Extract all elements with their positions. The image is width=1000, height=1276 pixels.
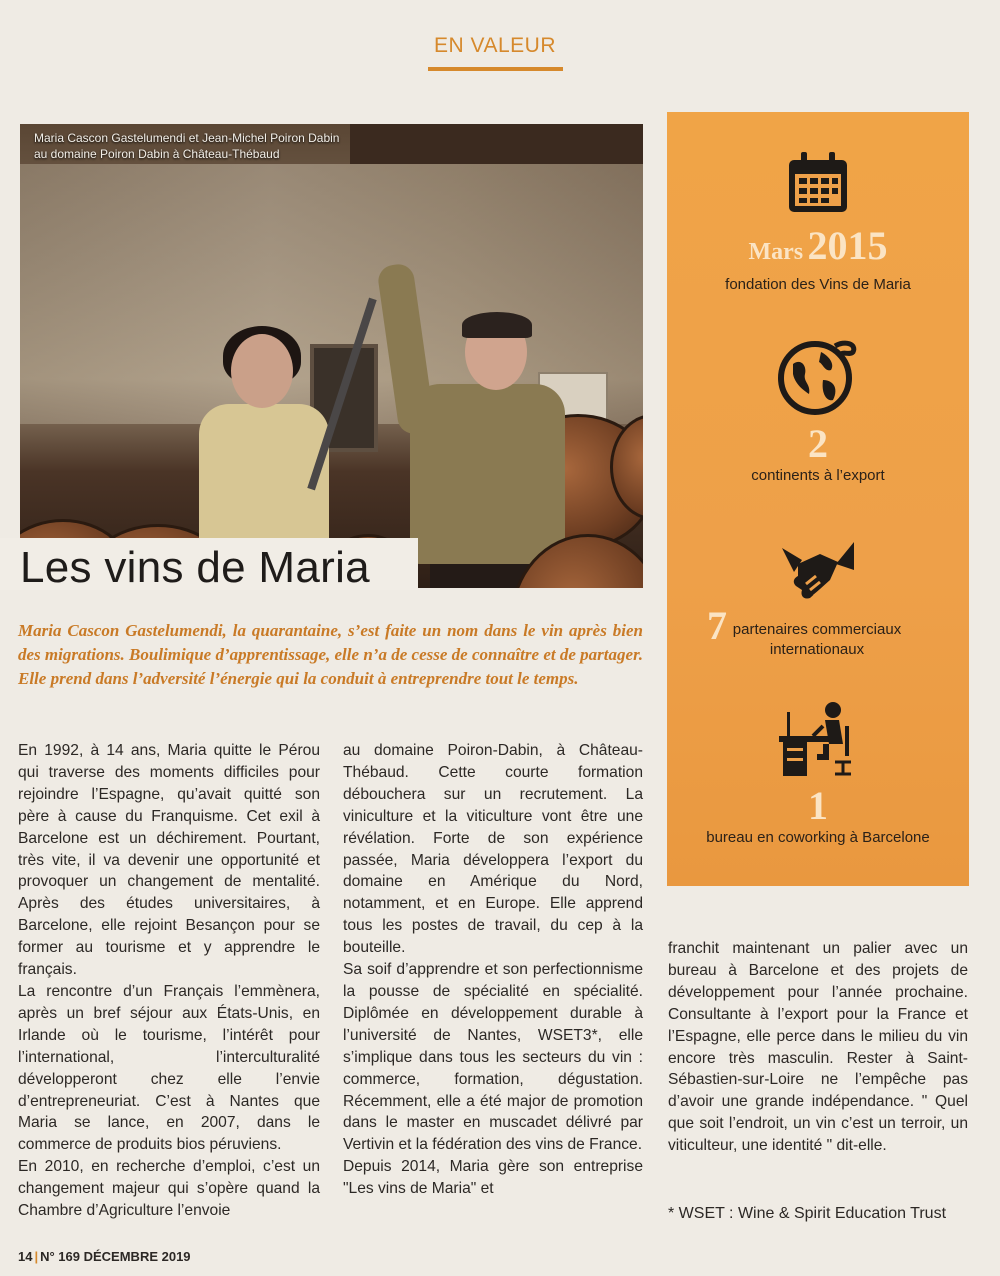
stat-office-value: 1 <box>808 783 828 828</box>
article-column-1 <box>18 740 320 1222</box>
article-lead: Maria Cascon Gastelumendi, la quarantaine, s’est faite un nom dans le vin après bien des migrations. Boulimique d’apprentissage, elle n’a de cesse de connaître et de partager. Elle prend dans l’adversité l’énergie qui la conduit à entreprendre tout le temps. <box>18 621 643 688</box>
key-figures-sidebar <box>667 112 969 886</box>
stat-continents-value: 2 <box>808 421 828 466</box>
article-photo <box>20 124 643 588</box>
stat-office-label: bureau en coworking à Barcelone <box>706 829 930 846</box>
page-number: 14 <box>18 1249 33 1264</box>
calendar-icon <box>785 150 851 216</box>
stat-partners <box>667 540 969 660</box>
stat-founding-label: fondation des Vins de Maria <box>725 276 911 293</box>
article-column-3 <box>668 938 968 1157</box>
paragraph: En 2010, en recherche d’emploi, c’est un changement majeur qui s’opère quand la Chambre d’Agriculture l’envoie <box>18 1158 320 1220</box>
stat-founding-month: Mars <box>748 239 804 265</box>
stat-partners-label: partenaires commerciaux internationaux <box>732 621 902 658</box>
paragraph: En 1992, à 14 ans, Maria quitte le Pérou qui traverse des moments difficiles pour rejoindre l’Espagne, qu’avait quitté son père à cause du Franquisme. Cet exil à Barcelone est un déchirement. Pourtant, très vite, il va devenir une opportunité et provoquer un changement de mentalité. Après des études universitaires, à Barcelone, elle rejoint Besançon pour se former au tourisme et y apprendre le français. <box>18 742 320 979</box>
photo-caption: Maria Cascon Gastelumendi et Jean-Michel Poiron Dabin au domaine Poiron Dabin à Château-Thébaud <box>34 131 340 161</box>
article-title: Les vins de Maria <box>20 543 370 592</box>
stat-office <box>667 698 969 848</box>
article-column-2 <box>343 740 643 1200</box>
stat-partners-value: 7 <box>707 603 727 648</box>
stat-founding <box>667 150 969 295</box>
section-rule <box>428 67 563 71</box>
paragraph: au domaine Poiron-Dabin, à Château-Thébaud. Cette courte formation débouchera sur un recrutement. La viniculture et la viticulture vont être une révélation. Forte de son expérience passée, Maria développera l’export du domaine en Amérique du Nord, notamment, et en Europe. Elle apprend tous les postes de travail, du cep à la bouteille. <box>343 742 643 957</box>
section-tag: EN VALEUR <box>434 34 556 57</box>
handshake-icon <box>780 540 856 604</box>
paragraph: Sa soif d’apprendre et son perfectionnisme la pousse de spécialité en spécialité. Diplômée en développement durable à l’université de Nantes, WSET3*, elle s’implique dans tous les secteurs du vin : commerce, formation, dégustation. Récemment, elle a été major de promotion dans le master en muscadet délivré par Vertivin et la fédération des vins de France. <box>343 961 643 1154</box>
paragraph: Depuis 2014, Maria gère son entreprise "Les vins de Maria" et <box>343 1158 643 1198</box>
issue-info: N° 169 DÉCEMBRE 2019 <box>40 1249 191 1264</box>
page-footer: 14 | N° 169 DÉCEMBRE 2019 <box>18 1249 191 1264</box>
coworking-desk-icon <box>777 698 859 778</box>
footnote: * WSET : Wine & Spirit Education Trust <box>668 1205 947 1222</box>
stat-continents <box>667 338 969 486</box>
paragraph: franchit maintenant un palier avec un bureau à Barcelone et des projets de développement pour l’année prochaine. Consultante à l’export pour la France et l’Espagne, elle perce dans le milieu du vin encore très masculin. Rester à Saint-Sébastien-sur-Loire ne l’empêche pas d’avoir une grande indépendance. " Quel que soit l’endroit, un vin c’est un terroir, un viticulteur, une identité " dit-elle. <box>668 940 968 1155</box>
globe-icon <box>777 338 859 418</box>
stat-founding-year: 2015 <box>807 223 888 268</box>
paragraph: La rencontre d’un Français l’emmènera, après un bref séjour aux États-Unis, en Irlande où le tourisme, l’intérêt pour l’international, l’interculturalité développeront chez elle l’envie d’entrepreneuriat. C’est à Nantes que Maria se lance, en 2007, dans le commerce de produits bios péruviens. <box>18 982 320 1154</box>
stat-continents-label: continents à l’export <box>751 467 885 484</box>
